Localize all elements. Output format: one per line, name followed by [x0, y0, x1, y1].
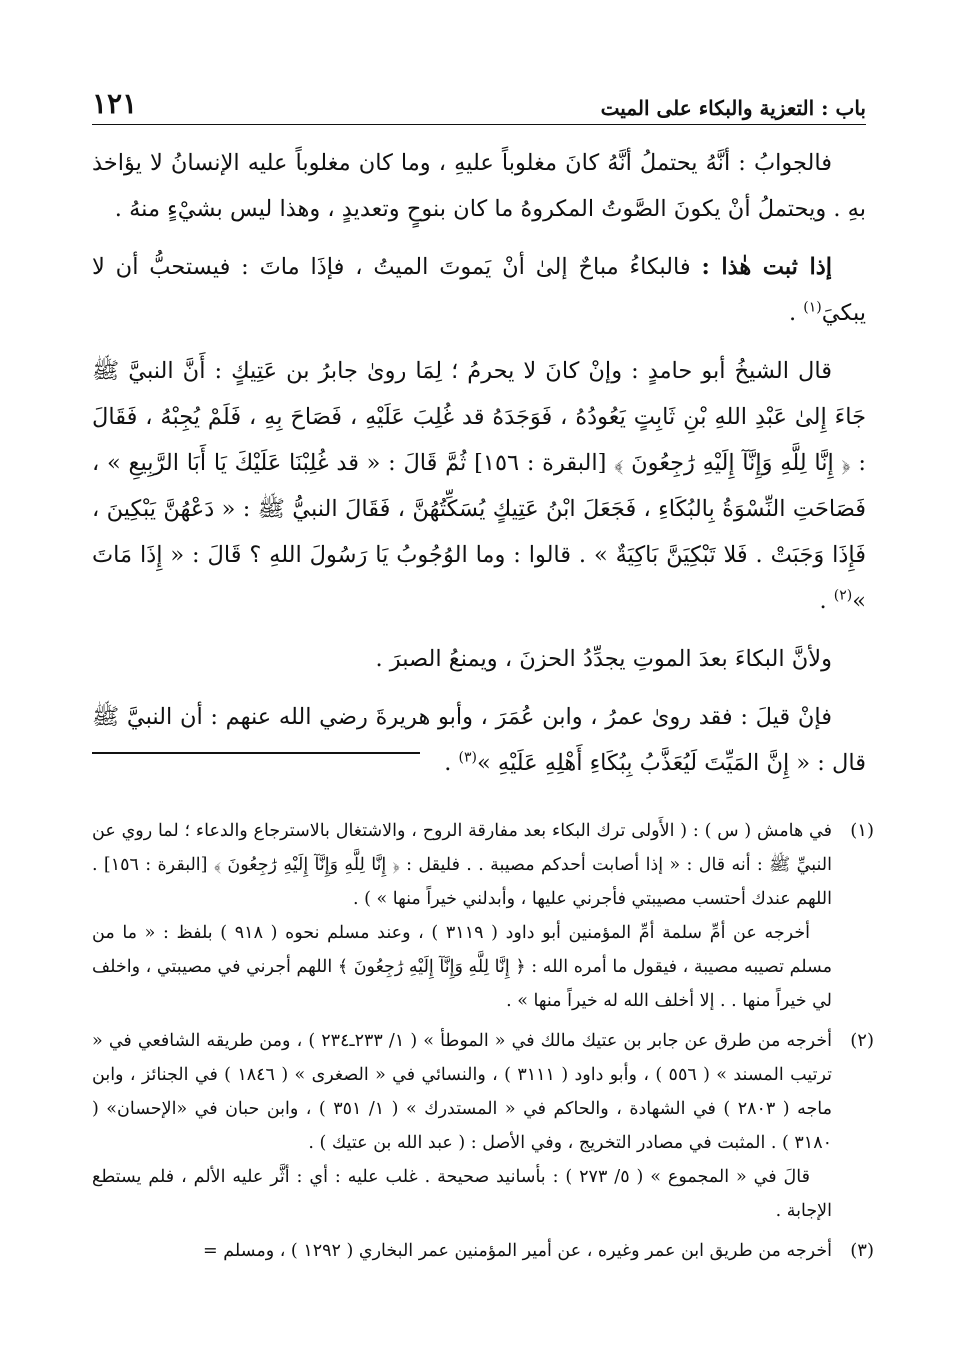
- footnote-text: أخرجه عن أمِّ سلمة أمِّ المؤمنين أبو داود ( ٣١١٩ ) ، وعند مسلم نحوه ( ٩١٨ ) بلفظ : « ما من مسلم تصيبه مصيبة ، فيقول ما أمره الله : ﴿ إِنَّا لِلَّهِ وَإِنَّآ إِلَيْهِ رَٰجِعُونَ ﴾ اللهم أجرني في مصيبتي ، واخلف لي خيراً منها . . إلا أخلف الله له خيراً منها » .: [92, 923, 832, 1011]
- footnote-text: قالَ في « المجموع » ( ٥/ ٢٧٣ ) : بأسانيد صحيحة . غلب عليه : أي : أثَّر عليه الألم ، فلم يستطع الإجابة .: [92, 1167, 832, 1221]
- footnote-text: في هامش ( س ) : ( الأَولى ترك البكاء بعد مفارقة الروح ، والاشتغال بالاسترجاع والدعاء ؛ لما روي عن النبيِّ ﷺ : أنه قال : « إذا أصابت أحدكم مصيبة . . فليقل : ﴿ إِنَّا لِلَّهِ وَإِنَّآ إِلَيْهِ رَٰجِعُونَ ﴾ [البقرة : ١٥٦] . اللهم عندك أحتسب مصيبتي فأجرني عليها ، وأبدلني خيراً منها » ) .: [92, 821, 832, 909]
- paragraph-answer: فالجوابُ : أنَّهُ يحتملُ أنَّهُ كانَ مغلوباً عليهِ ، وما كان مغلوباً عليه الإنسانُ لا يؤاخذ بهِ . ويحتملُ أنْ يكونَ الصَّوتُ المكروهُ ما كان بنوحٍ وتعديدٍ ، وهذا ليس بشيْءٍ منهُ .: [92, 150, 866, 222]
- footnote-2: [92, 1024, 874, 1228]
- footnote-ref: (٣): [458, 749, 478, 766]
- page-number: ١٢١: [92, 87, 138, 120]
- footnote-divider: [92, 752, 420, 754]
- paragraph-reason: ولأنَّ البكاءَ بعدَ الموتِ يجدِّدُ الحزنَ ، ويمنعُ الصبرَ .: [375, 646, 832, 672]
- page-header: [92, 86, 866, 125]
- main-text: [92, 140, 866, 798]
- footnote-3: [92, 1234, 874, 1268]
- paragraph-weeping-permitted: إذا ثبت هٰذا : فالبكاءُ مباحٌ إلىٰ أنْ يَموتَ الميتُ ، فإذَا ماتَ : فيستحبُّ أن لا يبكيَ$^{(١)}$ .: [92, 254, 866, 326]
- footnote-number: (٣): [850, 1240, 874, 1261]
- footnote-number: (١): [850, 820, 874, 841]
- footnote-ref: (١): [803, 299, 822, 316]
- paragraph-hadith-jabir: قال الشيخُ أبو حامدٍ : وإنْ كانَ لا يحرمُ ؛ لِمَا روىٰ جابرُ بن عَتِيكٍ : أَنَّ النبيَّ ﷺ جَاءَ إِلىٰ عَبْدِ اللهِ بْنِ ثَابِتٍ يَعُودُهُ ، فَوَجَدَهُ قد غُلِبَ عَلَيْهِ ، فَصَاحَ بِهِ ، فَلَمْ يُجِبْهُ ، فَقَالَ : ﴿ إِنَّا لِلَّهِ وَإِنَّآ إِلَيْهِ رَٰجِعُونَ ﴾ [البقرة : ١٥٦] ثُمَّ قَالَ : « قد غُلِبْنَا عَلَيْكَ يَا أَبَا الرَّبِيعِ » ، فَصَاحَتِ النِّسْوَةُ بِالبُكَاءِ ، فَجَعَلَ ابْنُ عَتِيكٍ يُسَكِّتُهُنَّ ، فَقَالَ النبيُّ ﷺ : « دَعْهُنَّ يَبْكِينَ ، فَإِذَا وَجَبَتْ . فَلا تَبْكِيَنَّ بَاكِيَةٌ » . قالوا : وما الوُجُوبُ يَا رَسُولَ اللهِ ؟ قَالَ : « إِذَا مَاتَ »$^{(٢)}$ .: [92, 358, 866, 614]
- footnotes: [92, 814, 874, 1274]
- paragraph-lead: إذا ثبت هٰذا :: [701, 254, 832, 280]
- footnote-text: أخرجه من طريق ابن عمر وغيره ، عن أمير المؤمنين عمر البخاري ( ١٢٩٢ ) ، ومسلم =: [203, 1241, 832, 1261]
- footnote-ref: (٢): [833, 587, 853, 604]
- paragraph-objection: فإنْ قيلَ : فقد روىٰ عمرُ ، وابن عُمَرَ ، وأبو هريرةَ رضي الله عنهم : أن النبيَّ ﷺ قال : « إِنَّ المَيِّتَ لَيُعَذَّبُ بِبُكَاءِ أَهْلِهِ عَلَيْهِ »$^{(٣)}$ .: [92, 704, 866, 776]
- footnote-text: أخرجه من طرق عن جابر بن عتيك مالك في « الموطأ » ( ١/ ٢٣٣ـ٢٣٤ ) ، ومن طريقه الشافعي في « ترتيب المسند » ( ٥٥٦ ) ، وأبو داود ( ٣١١١ ) ، والنسائي في « الصغرى » ( ١٨٤٦ ) في الجنائز ، وابن ماجه ( ٢٨٠٣ ) في الشهادة ، والحاكم في « المستدرك » ( ١/ ٣٥١ ) ، وابن حبان في «الإحسان» ( ٣١٨٠ ) . المثبت في مصادر التخريج ، وفي الأصل : ( عبد الله بن عتيك ) .: [92, 1031, 832, 1153]
- running-title: باب : التعزية والبكاء على الميت: [600, 96, 866, 120]
- footnote-1: [92, 814, 874, 1018]
- footnote-number: (٢): [850, 1030, 874, 1051]
